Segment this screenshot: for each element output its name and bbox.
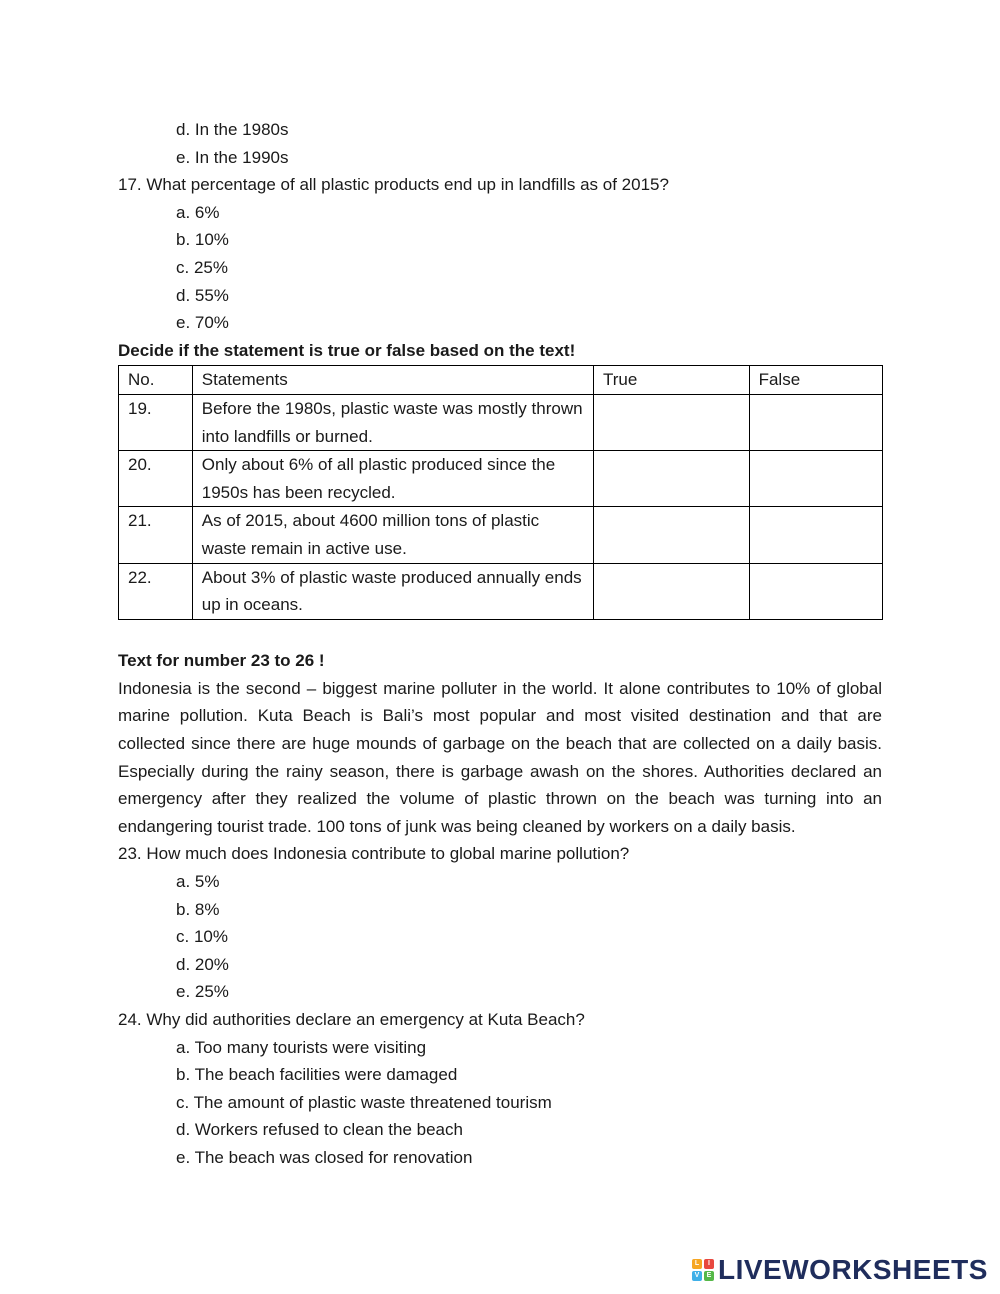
header-false: False xyxy=(749,366,882,395)
q24-option-e[interactable]: e. The beach was closed for renovation xyxy=(176,1147,473,1167)
option-e-prev: e. In the 1990s xyxy=(176,147,289,167)
reading-passage: Indonesia is the second – biggest marine polluter in the world. It alone contributes to 10% of global marine pollution. Kuta Beach is Bali’s most popular and most visited destination and that are collected since there are huge mounds of garbage on the beach that are collected on a daily basis. Especially during the rainy season, there is garbage awash on the shores. Authorities declared an emergency after they realized the volume of plastic thrown on the beach was turning into an endangering tourist trade. 100 tons of junk was being cleaned by workers on a daily basis. xyxy=(118,678,882,836)
true-answer-cell[interactable] xyxy=(593,507,749,563)
q17-option-c[interactable]: c. 25% xyxy=(176,257,228,277)
row-number: 21. xyxy=(119,507,193,563)
option-d-prev: d. In the 1980s xyxy=(176,120,289,139)
row-statement: Before the 1980s, plastic waste was mostly thrown into landfills or burned. xyxy=(192,394,593,450)
true-answer-cell[interactable] xyxy=(593,394,749,450)
liveworksheets-logo-icon xyxy=(692,1259,714,1281)
q17-option-a[interactable]: a. 6% xyxy=(176,202,220,222)
row-statement: Only about 6% of all plastic produced since the 1950s has been recycled. xyxy=(192,451,593,507)
table-row xyxy=(119,563,883,619)
logo-mark-e: E xyxy=(704,1271,714,1281)
true-answer-cell[interactable] xyxy=(593,563,749,619)
q17-option-d[interactable]: d. 55% xyxy=(176,285,229,305)
tf-instruction: Decide if the statement is true or false based on the text! xyxy=(118,340,576,360)
text-heading: Text for number 23 to 26 ! xyxy=(118,651,325,671)
row-number: 20. xyxy=(119,451,193,507)
header-no: No. xyxy=(119,366,193,395)
table-header-row xyxy=(119,366,883,395)
false-answer-cell[interactable] xyxy=(749,507,882,563)
question-24: 24. Why did authorities declare an emergency at Kuta Beach? xyxy=(118,1010,585,1029)
q23-option-b[interactable]: b. 8% xyxy=(176,899,220,919)
q23-option-d[interactable]: d. 20% xyxy=(176,954,229,974)
header-statements: Statements xyxy=(192,366,593,395)
row-statement: About 3% of plastic waste produced annually ends up in oceans. xyxy=(192,563,593,619)
table-row xyxy=(119,394,883,450)
spacer xyxy=(118,620,882,648)
worksheet-page xyxy=(118,116,882,1172)
logo-mark-v: V xyxy=(692,1271,702,1281)
q17-option-e[interactable]: e. 70% xyxy=(176,313,229,333)
false-answer-cell[interactable] xyxy=(749,563,882,619)
table-row xyxy=(119,507,883,563)
true-answer-cell[interactable] xyxy=(593,451,749,507)
q23-option-a[interactable]: a. 5% xyxy=(176,872,220,892)
question-23: 23. How much does Indonesia contribute to global marine pollution? xyxy=(118,844,630,864)
false-answer-cell[interactable] xyxy=(749,394,882,450)
header-true: True xyxy=(593,366,749,395)
row-number: 19. xyxy=(119,394,193,450)
row-statement: As of 2015, about 4600 million tons of plastic waste remain in active use. xyxy=(192,507,593,563)
q23-option-e[interactable]: e. 25% xyxy=(176,982,229,1002)
q24-option-d[interactable]: d. Workers refused to clean the beach xyxy=(176,1120,463,1140)
q24-option-c[interactable]: c. The amount of plastic waste threatened tourism xyxy=(176,1092,552,1112)
logo-mark-l: L xyxy=(692,1259,702,1269)
false-answer-cell[interactable] xyxy=(749,451,882,507)
q24-option-a[interactable]: a. Too many tourists were visiting xyxy=(176,1037,427,1057)
q24-option-b[interactable]: b. The beach facilities were damaged xyxy=(176,1065,458,1085)
true-false-table xyxy=(118,365,883,619)
table-row xyxy=(119,451,883,507)
row-number: 22. xyxy=(119,563,193,619)
q23-option-c[interactable]: c. 10% xyxy=(176,927,228,947)
logo-mark-i: I xyxy=(704,1259,714,1269)
q17-option-b[interactable]: b. 10% xyxy=(176,230,229,250)
question-17: 17. What percentage of all plastic products end up in landfills as of 2015? xyxy=(118,175,669,195)
liveworksheets-logo xyxy=(692,1255,988,1285)
logo-text: LIVEWORKSHEETS xyxy=(718,1254,988,1285)
